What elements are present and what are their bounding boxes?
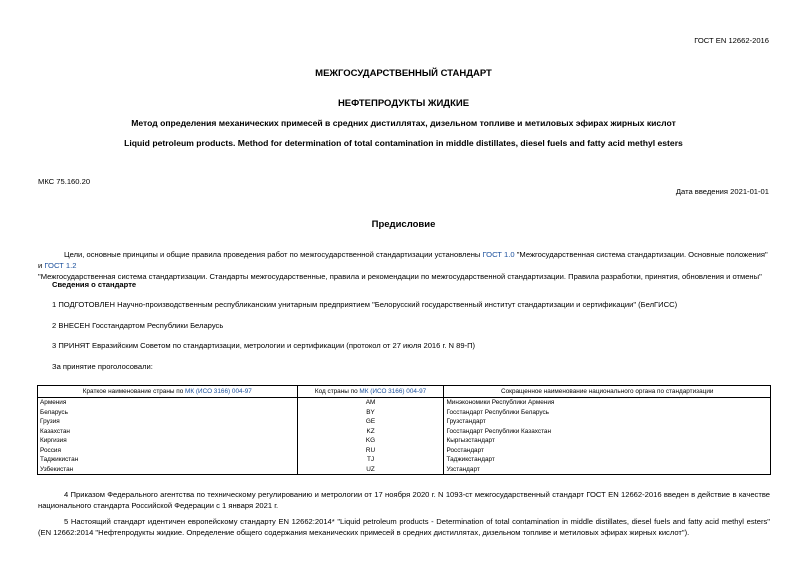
col-header-agency: Сокращенное наименование национального органа по стандартизации xyxy=(444,386,771,398)
cell-code: KZ xyxy=(297,427,444,437)
cell-code: KG xyxy=(297,436,444,446)
gost-1-2-link[interactable]: ГОСТ 1.2 xyxy=(44,261,77,270)
preface-paragraph-1 xyxy=(38,249,770,282)
table-row xyxy=(38,455,771,465)
cell-country: Казахстан xyxy=(38,427,298,437)
gost-1-0-link[interactable]: ГОСТ 1.0 xyxy=(482,250,515,259)
table-row xyxy=(38,427,771,437)
cell-country: Грузия xyxy=(38,417,298,427)
table-row xyxy=(38,398,771,408)
cell-agency: Госстандарт Республики Беларусь xyxy=(444,408,771,418)
preface-text-c: "Межгосударственная система стандартизации. Стандарты межгосударственные, правила и рекомендации по межгосударственной стандартизации. Правила разработки, принятия, обновления и отмены" xyxy=(38,272,762,281)
table-row xyxy=(38,446,771,456)
method-title-en: Liquid petroleum products. Method for determination of total contamination in middle distillates, diesel fuels and fatty acid methyl esters xyxy=(124,138,683,148)
mk-iso-link-2[interactable]: МК (ИСО 3166) 004-97 xyxy=(359,387,427,395)
cell-agency: Грузстандарт xyxy=(444,417,771,427)
cell-agency: Кыргызстандарт xyxy=(444,436,771,446)
footer-item-4: 4 Приказом Федерального агентства по техническому регулированию и метрологии от 17 ноября 2020 г. N 1093-ст межгосударственный стандарт ГОСТ EN 12662-2016 введен в действие в качестве национального стандарта Российской Федерации с 1 января 2021 г. xyxy=(38,490,770,510)
introduction-date: Дата введения 2021-01-01 xyxy=(675,187,769,196)
cell-agency: Росстандарт xyxy=(444,446,771,456)
cell-code: RU xyxy=(297,446,444,456)
cell-code: TJ xyxy=(297,455,444,465)
cell-agency: Минэкономики Республики Армения xyxy=(444,398,771,408)
col-header-code xyxy=(297,386,444,398)
table-row xyxy=(38,436,771,446)
interstate-standard-title: МЕЖГОСУДАРСТВЕННЫЙ СТАНДАРТ xyxy=(315,68,492,79)
col-header-country xyxy=(38,386,298,398)
mks-code: МКС 75.160.20 xyxy=(38,177,91,186)
cell-code: BY xyxy=(297,408,444,418)
table-row xyxy=(38,408,771,418)
cell-country: Армения xyxy=(38,398,298,408)
table-header-row xyxy=(38,386,771,398)
footer-item-5: 5 Настоящий стандарт идентичен европейскому стандарту EN 12662:2014* "Liquid petroleum products - Determination of total contamination in middle distillates, diesel fuels and fatty acid methyl esters" (EN 12662:2014 "Нефтепродукты жидкие. Определение общего содержания механических примесей в средних дистиллятах, дизельном топливе и метиловых эфирах жирных кислот"). xyxy=(38,517,770,537)
cell-country: Киргизия xyxy=(38,436,298,446)
cell-code: UZ xyxy=(297,465,444,475)
doc-number: ГОСТ EN 12662-2016 xyxy=(694,36,769,45)
preface-text-b: "Межгосударственная система стандартизации. Основные положения" и xyxy=(38,250,768,270)
cell-country: Россия xyxy=(38,446,298,456)
cell-agency: Узстандарт xyxy=(444,465,771,475)
cell-country: Таджикистан xyxy=(38,455,298,465)
preface-heading: Предисловие xyxy=(371,219,436,230)
cell-country: Узбекистан xyxy=(38,465,298,475)
cell-code: AM xyxy=(297,398,444,408)
info-item-3: 3 ПРИНЯТ Евразийским Советом по стандартизации, метрологии и сертификации (протокол от 27 июля 2016 г. N 89-П) xyxy=(52,341,476,350)
cell-agency: Госстандарт Республики Казахстан xyxy=(444,427,771,437)
info-item-2: 2 ВНЕСЕН Госстандартом Республики Беларусь xyxy=(52,321,224,330)
method-title-ru: Метод определения механических примесей в средних дистиллятах, дизельном топливе и метиловых эфирах жирных кислот xyxy=(131,118,676,128)
cell-country: Беларусь xyxy=(38,408,298,418)
cell-code: GE xyxy=(297,417,444,427)
preface-text-a: Цели, основные принципы и общие правила проведения работ по межгосударственной стандартизации установлены xyxy=(64,250,483,259)
table-row xyxy=(38,417,771,427)
countries-table xyxy=(37,385,771,475)
table-row xyxy=(38,465,771,475)
cell-agency: Таджикстандарт xyxy=(444,455,771,465)
info-item-1: 1 ПОДГОТОВЛЕН Научно-производственным республиканским унитарным предприятием "Белорусский государственный институт стандартизации и сертификации" (БелГИСС) xyxy=(52,300,678,309)
col-header-country-text: Краткое наименование страны по xyxy=(82,387,186,395)
col-header-code-text: Код страны по xyxy=(314,387,360,395)
mk-iso-link-1[interactable]: МК (ИСО 3166) 004-97 xyxy=(185,387,252,395)
voted-label: За принятие проголосовали: xyxy=(52,362,153,371)
product-title: НЕФТЕПРОДУКТЫ ЖИДКИЕ xyxy=(337,98,470,109)
info-heading: Сведения о стандарте xyxy=(52,280,137,289)
